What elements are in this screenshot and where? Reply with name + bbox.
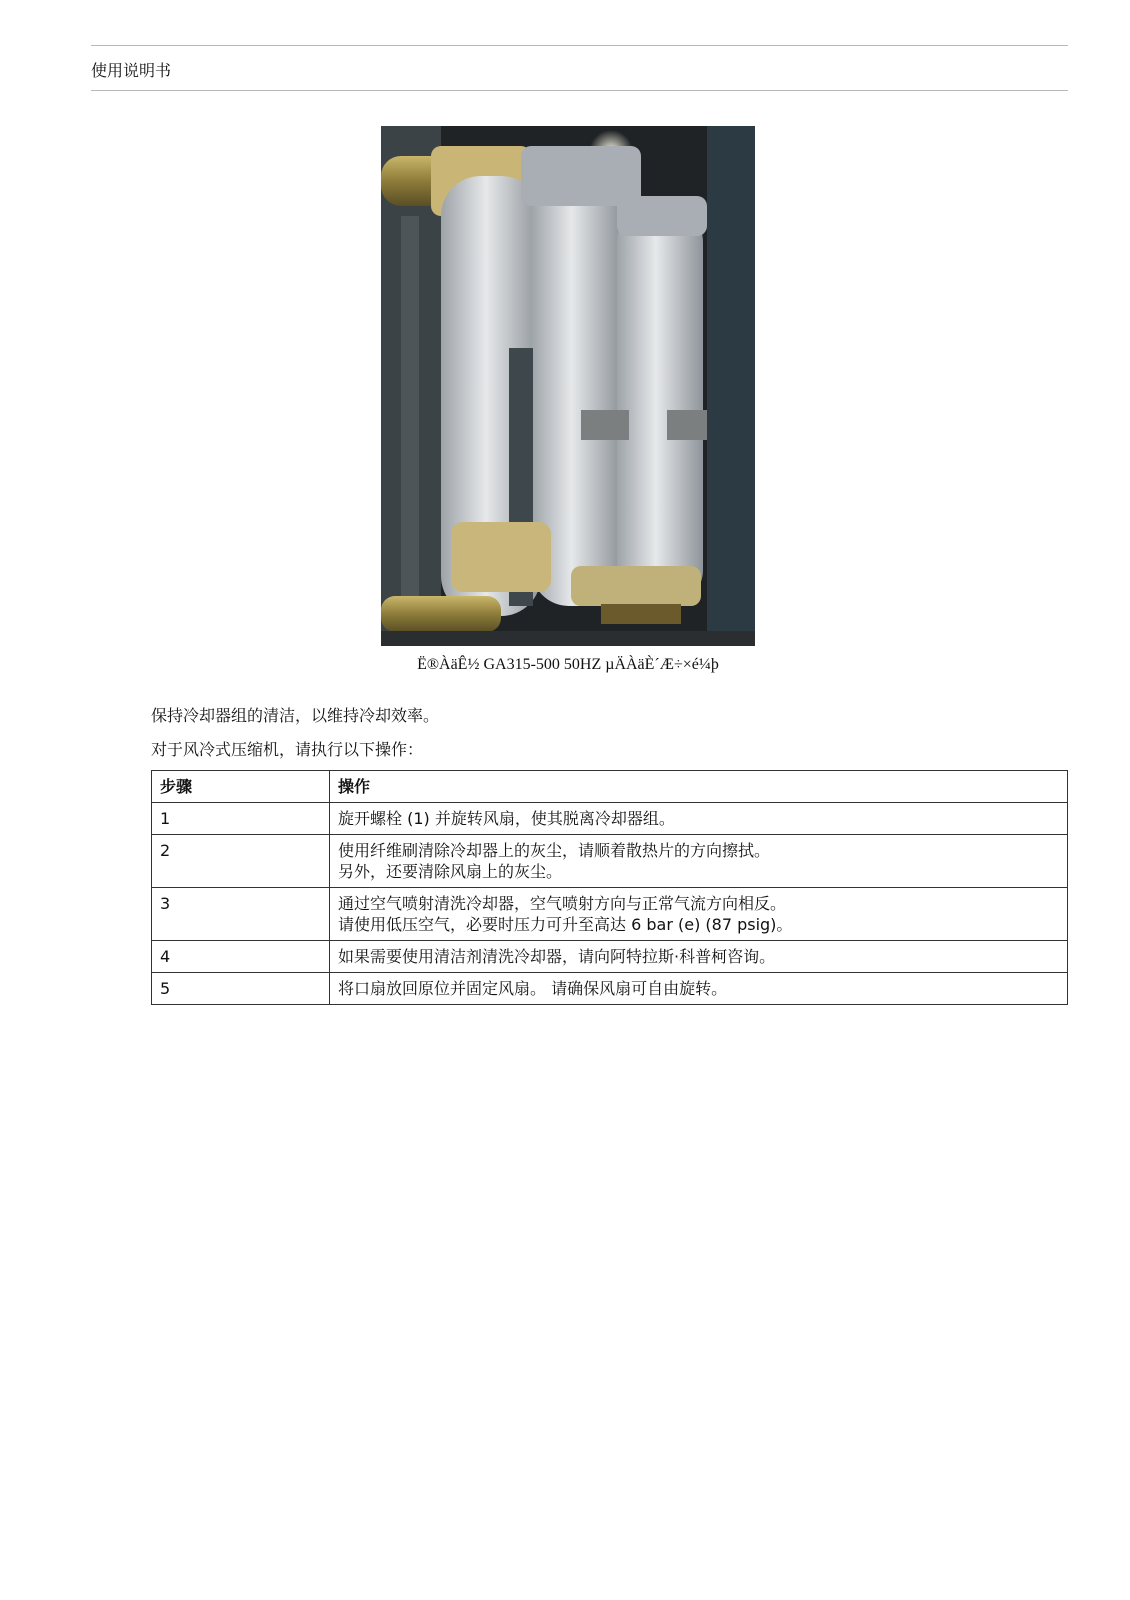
step-action bbox=[330, 888, 1068, 941]
table-row bbox=[152, 973, 1068, 1005]
header-title: 使用说明书 bbox=[91, 61, 172, 80]
action-line: 使用纤维刷清除冷却器上的灰尘，请顺着散热片的方向擦拭。 bbox=[338, 841, 771, 860]
page-header bbox=[91, 45, 1068, 91]
action-line: 通过空气喷射清洗冷却器，空气喷射方向与正常气流方向相反。 bbox=[338, 894, 787, 913]
step-number: 1 bbox=[152, 803, 330, 835]
air-cooled-steps-table bbox=[151, 770, 1068, 1005]
keep-clean-text: 保持冷却器组的清洁，以维持冷却效率。 bbox=[151, 706, 440, 725]
action-line: 旋开螺栓 (1) 并旋转风扇，使其脱离冷却器组。 bbox=[338, 809, 675, 828]
step-number: 5 bbox=[152, 973, 330, 1005]
step-action bbox=[330, 803, 1068, 835]
step-column-header: 步骤 bbox=[152, 771, 330, 803]
action-line: 请使用低压空气，必要时压力可升至高达 6 bar (e) (87 psig)。 bbox=[338, 915, 793, 934]
table-row bbox=[152, 835, 1068, 888]
step-action bbox=[330, 941, 1068, 973]
table-row bbox=[152, 803, 1068, 835]
table-header-row bbox=[152, 771, 1068, 803]
cooler-photo bbox=[381, 126, 755, 646]
action-column-header: 操作 bbox=[330, 771, 1068, 803]
action-line: 将口扇放回原位并固定风扇。 请确保风扇可自由旋转。 bbox=[338, 979, 728, 998]
step-number: 3 bbox=[152, 888, 330, 941]
step-action bbox=[330, 973, 1068, 1005]
air-cooled-intro: 对于风冷式压缩机，请执行以下操作： bbox=[151, 740, 424, 759]
step-number: 2 bbox=[152, 835, 330, 888]
table-row bbox=[152, 888, 1068, 941]
step-number: 4 bbox=[152, 941, 330, 973]
action-line: 如果需要使用清洁剂清洗冷却器，请向阿特拉斯·科普柯咨询。 bbox=[338, 947, 776, 966]
step-action bbox=[330, 835, 1068, 888]
figure-caption: Ë®ÀäÊ½ GA315-500 50HZ µÄÀäÈ´Æ÷×é¼þ bbox=[417, 656, 719, 673]
table-row bbox=[152, 941, 1068, 973]
action-line: 另外，还要清除风扇上的灰尘。 bbox=[338, 862, 563, 881]
